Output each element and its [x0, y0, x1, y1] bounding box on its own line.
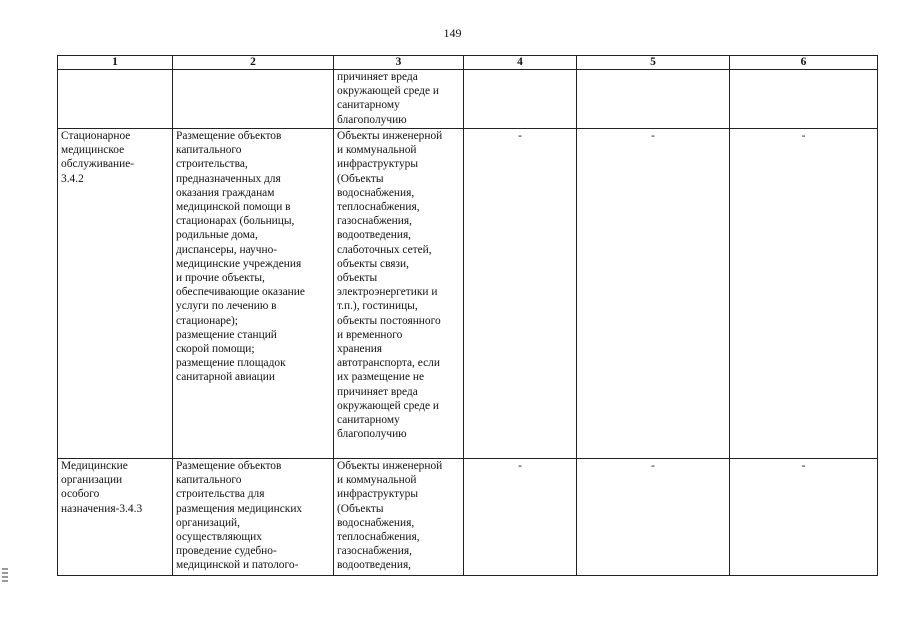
cell-description: [173, 70, 334, 129]
column-header-4: 4: [464, 56, 577, 70]
cell-description: Размещение объектов капитального строительства для размещения медицинских организаций, осуществляющих проведение судебно- медицинской и патолого-: [173, 459, 334, 576]
table-row: [58, 129, 878, 459]
land-use-table: [57, 55, 878, 576]
cell-col5: -: [577, 459, 730, 576]
cell-use-type: [58, 70, 173, 129]
cell-col6: -: [730, 129, 878, 459]
cell-col4: -: [464, 459, 577, 576]
column-header-1: 1: [58, 56, 173, 70]
margin-scan-mark: [2, 567, 7, 583]
cell-auxiliary-uses: причиняет вреда окружающей среде и санитарному благополучию: [334, 70, 464, 129]
cell-description: Размещение объектов капитального строительства, предназначенных для оказания гражданам медицинской помощи в стационарах (больницы, родильные дома, диспансеры, научно- медицинские учреждения и прочие объекты, обеспечивающие оказание услуги по лечению в стационаре); размещение станций скорой помощи; размещение площадок санитарной авиации: [173, 129, 334, 459]
column-header-5: 5: [577, 56, 730, 70]
cell-use-type: Стационарное медицинское обслуживание- 3.4.2: [58, 129, 173, 459]
cell-col5: [577, 70, 730, 129]
column-header-6: 6: [730, 56, 878, 70]
cell-col4: -: [464, 129, 577, 459]
cell-col5: -: [577, 129, 730, 459]
cell-use-type: Медицинские организации особого назначения-3.4.3: [58, 459, 173, 576]
cell-col6: [730, 70, 878, 129]
column-header-3: 3: [334, 56, 464, 70]
cell-col4: [464, 70, 577, 129]
cell-auxiliary-uses: Объекты инженерной и коммунальной инфраструктуры (Объекты водоснабжения, теплоснабжения, газоснабжения, водоотведения, слаботочных сетей, объекты связи, объекты электроэнергетики и т.п.), гостиницы, объекты постоянного и временного хранения автотранспорта, если их размещение не причиняет вреда окружающей среде и санитарному благополучию: [334, 129, 464, 459]
scan-artifact-icon: [2, 567, 8, 583]
column-header-2: 2: [173, 56, 334, 70]
cell-col6: -: [730, 459, 878, 576]
table-row: [58, 70, 878, 129]
cell-auxiliary-uses: Объекты инженерной и коммунальной инфраструктуры (Объекты водоснабжения, теплоснабжения, газоснабжения, водоотведения,: [334, 459, 464, 576]
table-row: [58, 459, 878, 576]
page-number: 149: [443, 26, 462, 40]
table-header-row: [58, 56, 878, 70]
